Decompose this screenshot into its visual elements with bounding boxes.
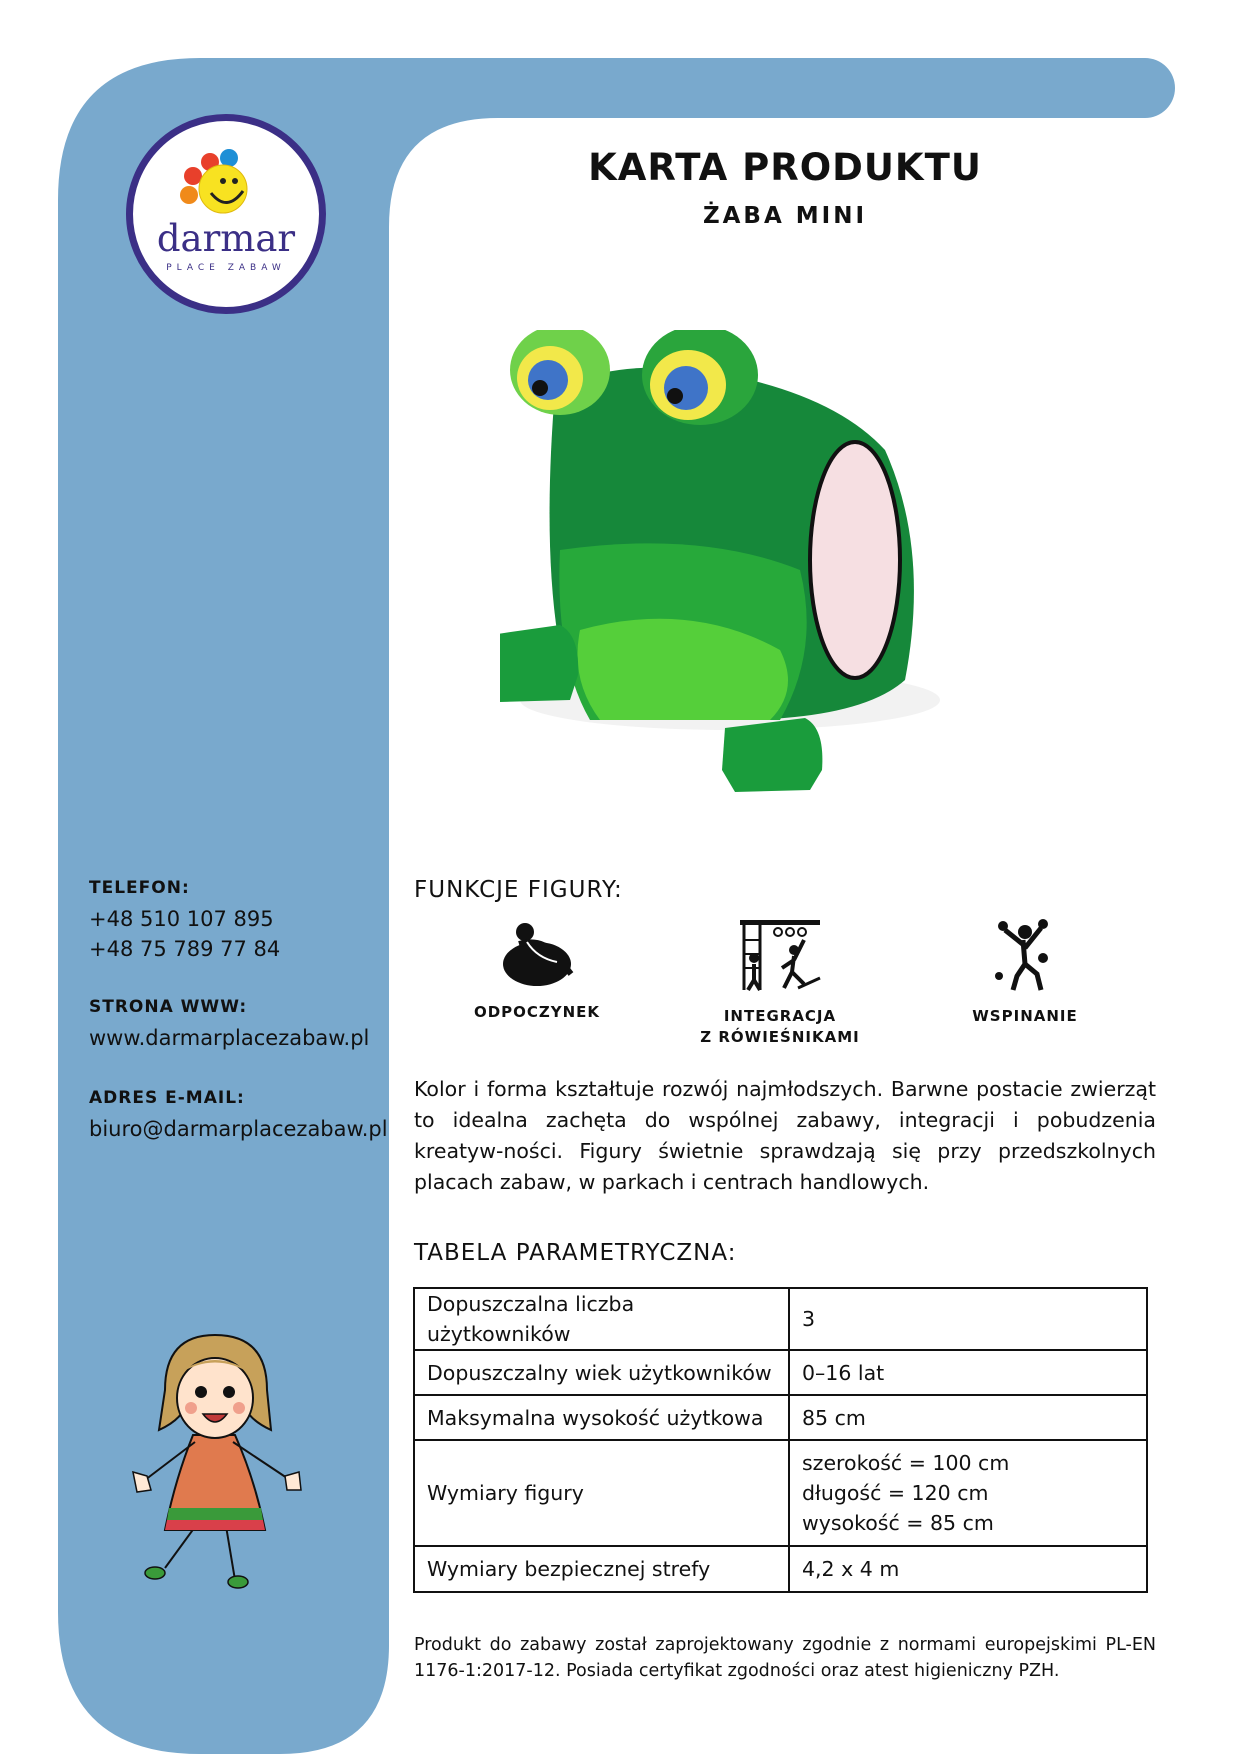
functions-heading: FUNKCJE FIGURY: [414, 877, 623, 903]
rest-icon [497, 918, 577, 988]
param-value: 0–16 lat [789, 1350, 1147, 1395]
www-label: STRONA WWW: [89, 997, 248, 1017]
phone-section [89, 878, 389, 964]
darmar-logo [126, 114, 326, 314]
table-row [414, 1546, 1147, 1592]
param-label: Dopuszczalny wiek użytkowników [414, 1350, 789, 1395]
feature-climbing-label: WSPINANIE [972, 1007, 1078, 1025]
www-link[interactable]: www.darmarplacezabaw.pl [89, 1026, 370, 1050]
integration-icon [738, 918, 822, 992]
logo-tagline: PLACE ZABAW [166, 263, 286, 273]
param-label: Maksymalna wysokość użytkowa [414, 1395, 789, 1440]
smiley-logo-icon [133, 121, 319, 307]
feature-integration-label: INTEGRACJA Z RÓWIEŚNIKAMI [700, 1007, 860, 1046]
phone-1[interactable]: +48 510 107 895 [89, 907, 274, 931]
param-value: 85 cm [789, 1395, 1147, 1440]
feature-rest-label: ODPOCZYNEK [473, 1003, 601, 1021]
parameter-table [413, 1287, 1148, 1593]
logo-wordmark: darmar [156, 217, 296, 260]
email-section [89, 1088, 389, 1144]
param-label: Dopuszczalna liczba użytkowników [414, 1288, 789, 1350]
table-row [414, 1395, 1147, 1440]
table-row [414, 1288, 1147, 1350]
www-section [89, 997, 389, 1053]
dimension-width: szerokość = 100 cm [802, 1451, 1010, 1475]
feature-climbing [915, 918, 1135, 1027]
email-label: ADRES E-MAIL: [89, 1088, 245, 1108]
feature-integration [670, 918, 890, 1048]
certification-note: Produkt do zabawy został zaprojektowany zgodnie z normami europejskimi PL-EN 1176-1:2017-12. Posiada certyfikat zgodności oraz atest higieniczny PZH. [414, 1635, 1156, 1681]
param-label: Wymiary figury [414, 1440, 789, 1546]
dimension-height: wysokość = 85 cm [802, 1511, 994, 1535]
frog-product-image [500, 330, 1020, 810]
phone-label: TELEFON: [89, 878, 190, 898]
page-title: KARTA PRODUKTU [588, 146, 982, 189]
table-heading: TABELA PARAMETRYCZNA: [414, 1240, 737, 1266]
param-value-multi [789, 1440, 1147, 1546]
girl-illustration [125, 1330, 305, 1590]
climbing-icon [995, 918, 1055, 992]
param-value: 4,2 x 4 m [789, 1546, 1147, 1592]
email-link[interactable]: biuro@darmarplacezabaw.pl [89, 1117, 388, 1141]
table-row [414, 1440, 1147, 1546]
phone-2[interactable]: +48 75 789 77 84 [89, 937, 281, 961]
param-label: Wymiary bezpiecznej strefy [414, 1546, 789, 1592]
product-name: ŻABA MINI [702, 203, 868, 229]
dimension-length: długość = 120 cm [802, 1481, 989, 1505]
param-value: 3 [789, 1288, 1147, 1350]
product-description: Kolor i forma kształtuje rozwój najmłodszych. Barwne postacie zwierząt to idealna zachęta do wspólnej zabawy, integracji i pobudzenia kreatyw-ności. Figury świetnie sprawdzają się przy przedszkolnych placach zabaw, w parkach i centrach handlowych. [414, 1077, 1156, 1194]
feature-rest [427, 918, 647, 1023]
table-row [414, 1350, 1147, 1395]
